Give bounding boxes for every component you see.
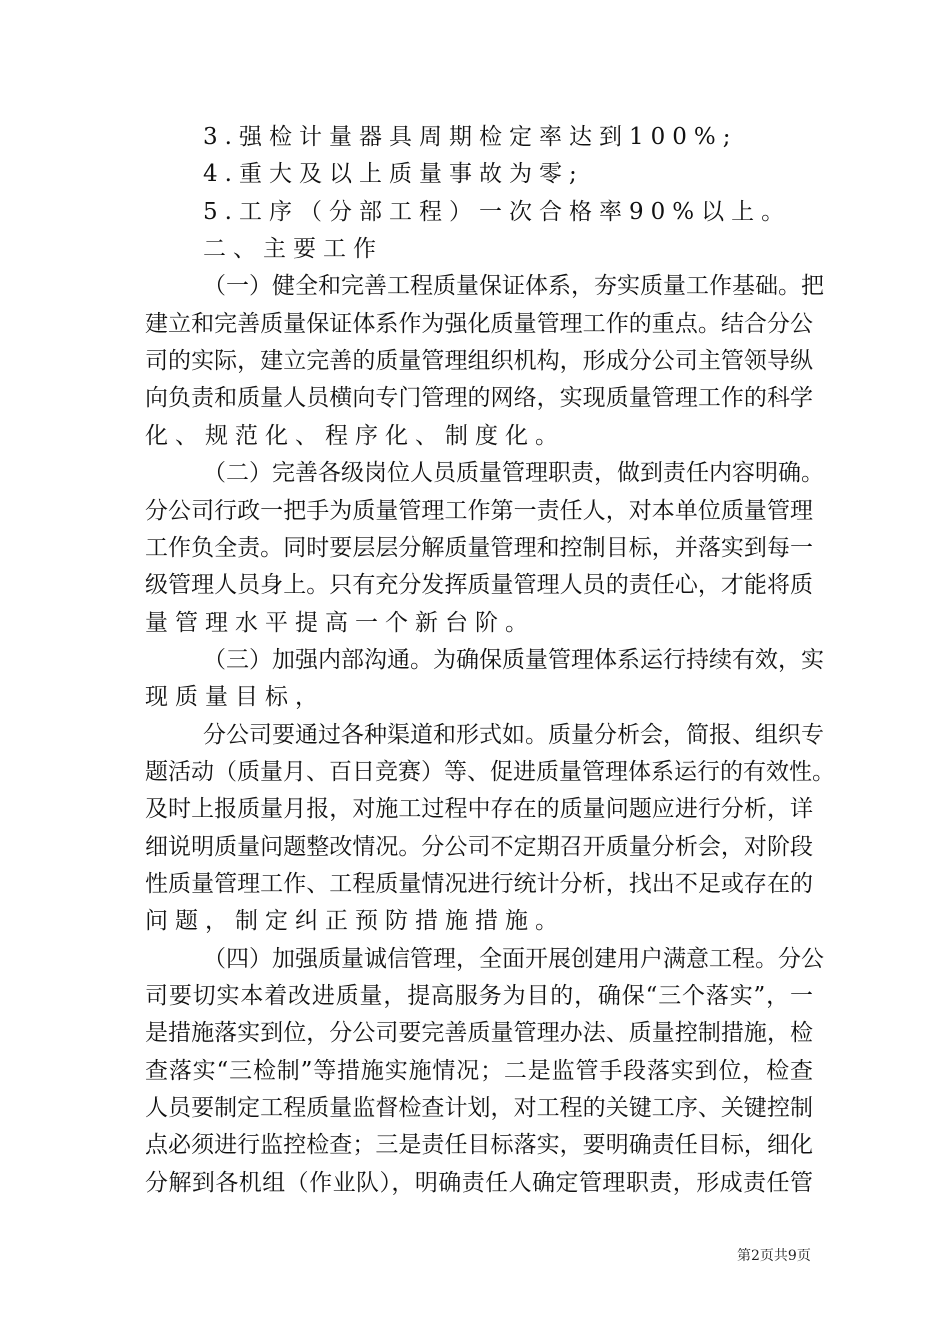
text-line: 分公司行政一把手为质量管理工作第一责任人，对本单位质量管理 [145,497,813,524]
text-line: （一）健全和完善工程质量保证体系，夯实质量工作基础。把 [203,273,824,300]
text-line: 问题，制定纠正预防措施措施。 [145,908,565,935]
text-line: （三）加强内部沟通。为确保质量管理体系运行持续有效，实 [203,646,824,673]
text-line: 分公司要通过各种渠道和形式如。质量分析会，简报、组织专 [203,721,824,748]
text-line: （四）加强质量诚信管理，全面开展创建用户满意工程。分公 [203,945,824,972]
text-line: 量管理水平提高一个新台阶。 [145,609,535,636]
text-line: 二、主要工作 [203,236,383,263]
text-line: 及时上报质量月报，对施工过程中存在的质量问题应进行分析，详 [145,796,813,823]
text-line: 工作负全责。同时要层层分解质量管理和控制目标，并落实到每一 [145,534,813,561]
text-line: 建立和完善质量保证体系作为强化质量管理工作的重点。结合分公 [145,310,813,337]
page-number: 第2页共9页 [737,1248,811,1264]
text-line: 性质量管理工作、工程质量情况进行统计分析，找出不足或存在的 [145,871,813,897]
text-line: 3.强检计量器具周期检定率达到100%; [203,124,738,150]
text-line: 人员要制定工程质量监督检查计划，对工程的关键工序、关键控制 [145,1095,813,1122]
text-line: 司的实际，建立完善的质量管理组织机构，形成分公司主管领导纵 [145,348,813,375]
text-line: 现质量目标， [145,684,325,711]
text-line: 向负责和质量人员横向专门管理的网络，实现质量管理工作的科学 [145,385,813,412]
text-line: 细说明质量问题整改情况。分公司不定期召开质量分析会，对阶段 [145,833,813,860]
text-line: 查落实“三检制”等措施实施情况；二是监管手段落实到位，检查 [145,1057,813,1084]
text-line: 分解到各机组（作业队），明确责任人确定管理职责，形成责任管 [145,1169,813,1196]
text-line: 点必须进行监控检查；三是责任目标落实，要明确责任目标，细化 [145,1132,813,1159]
text-line: 级管理人员身上。只有充分发挥质量管理人员的责任心，才能将质 [145,572,813,599]
text-line: 是措施落实到位，分公司要完善质量管理办法、质量控制措施，检 [145,1020,813,1047]
text-line: 5.工序（分部工程）一次合格率90%以上。 [203,198,792,225]
text-line: 司要切实本着改进质量，提高服务为目的，确保“三个落实”，一 [145,983,813,1010]
text-line: 4.重大及以上质量事故为零; [203,161,584,188]
text-line: 题活动（质量月、百日竞赛）等、促进质量管理体系运行的有效性。 [145,758,835,785]
text-line: （二）完善各级岗位人员质量管理职责，做到责任内容明确。 [203,460,824,487]
text-line: 化、规范化、程序化、制度化。 [145,422,565,449]
